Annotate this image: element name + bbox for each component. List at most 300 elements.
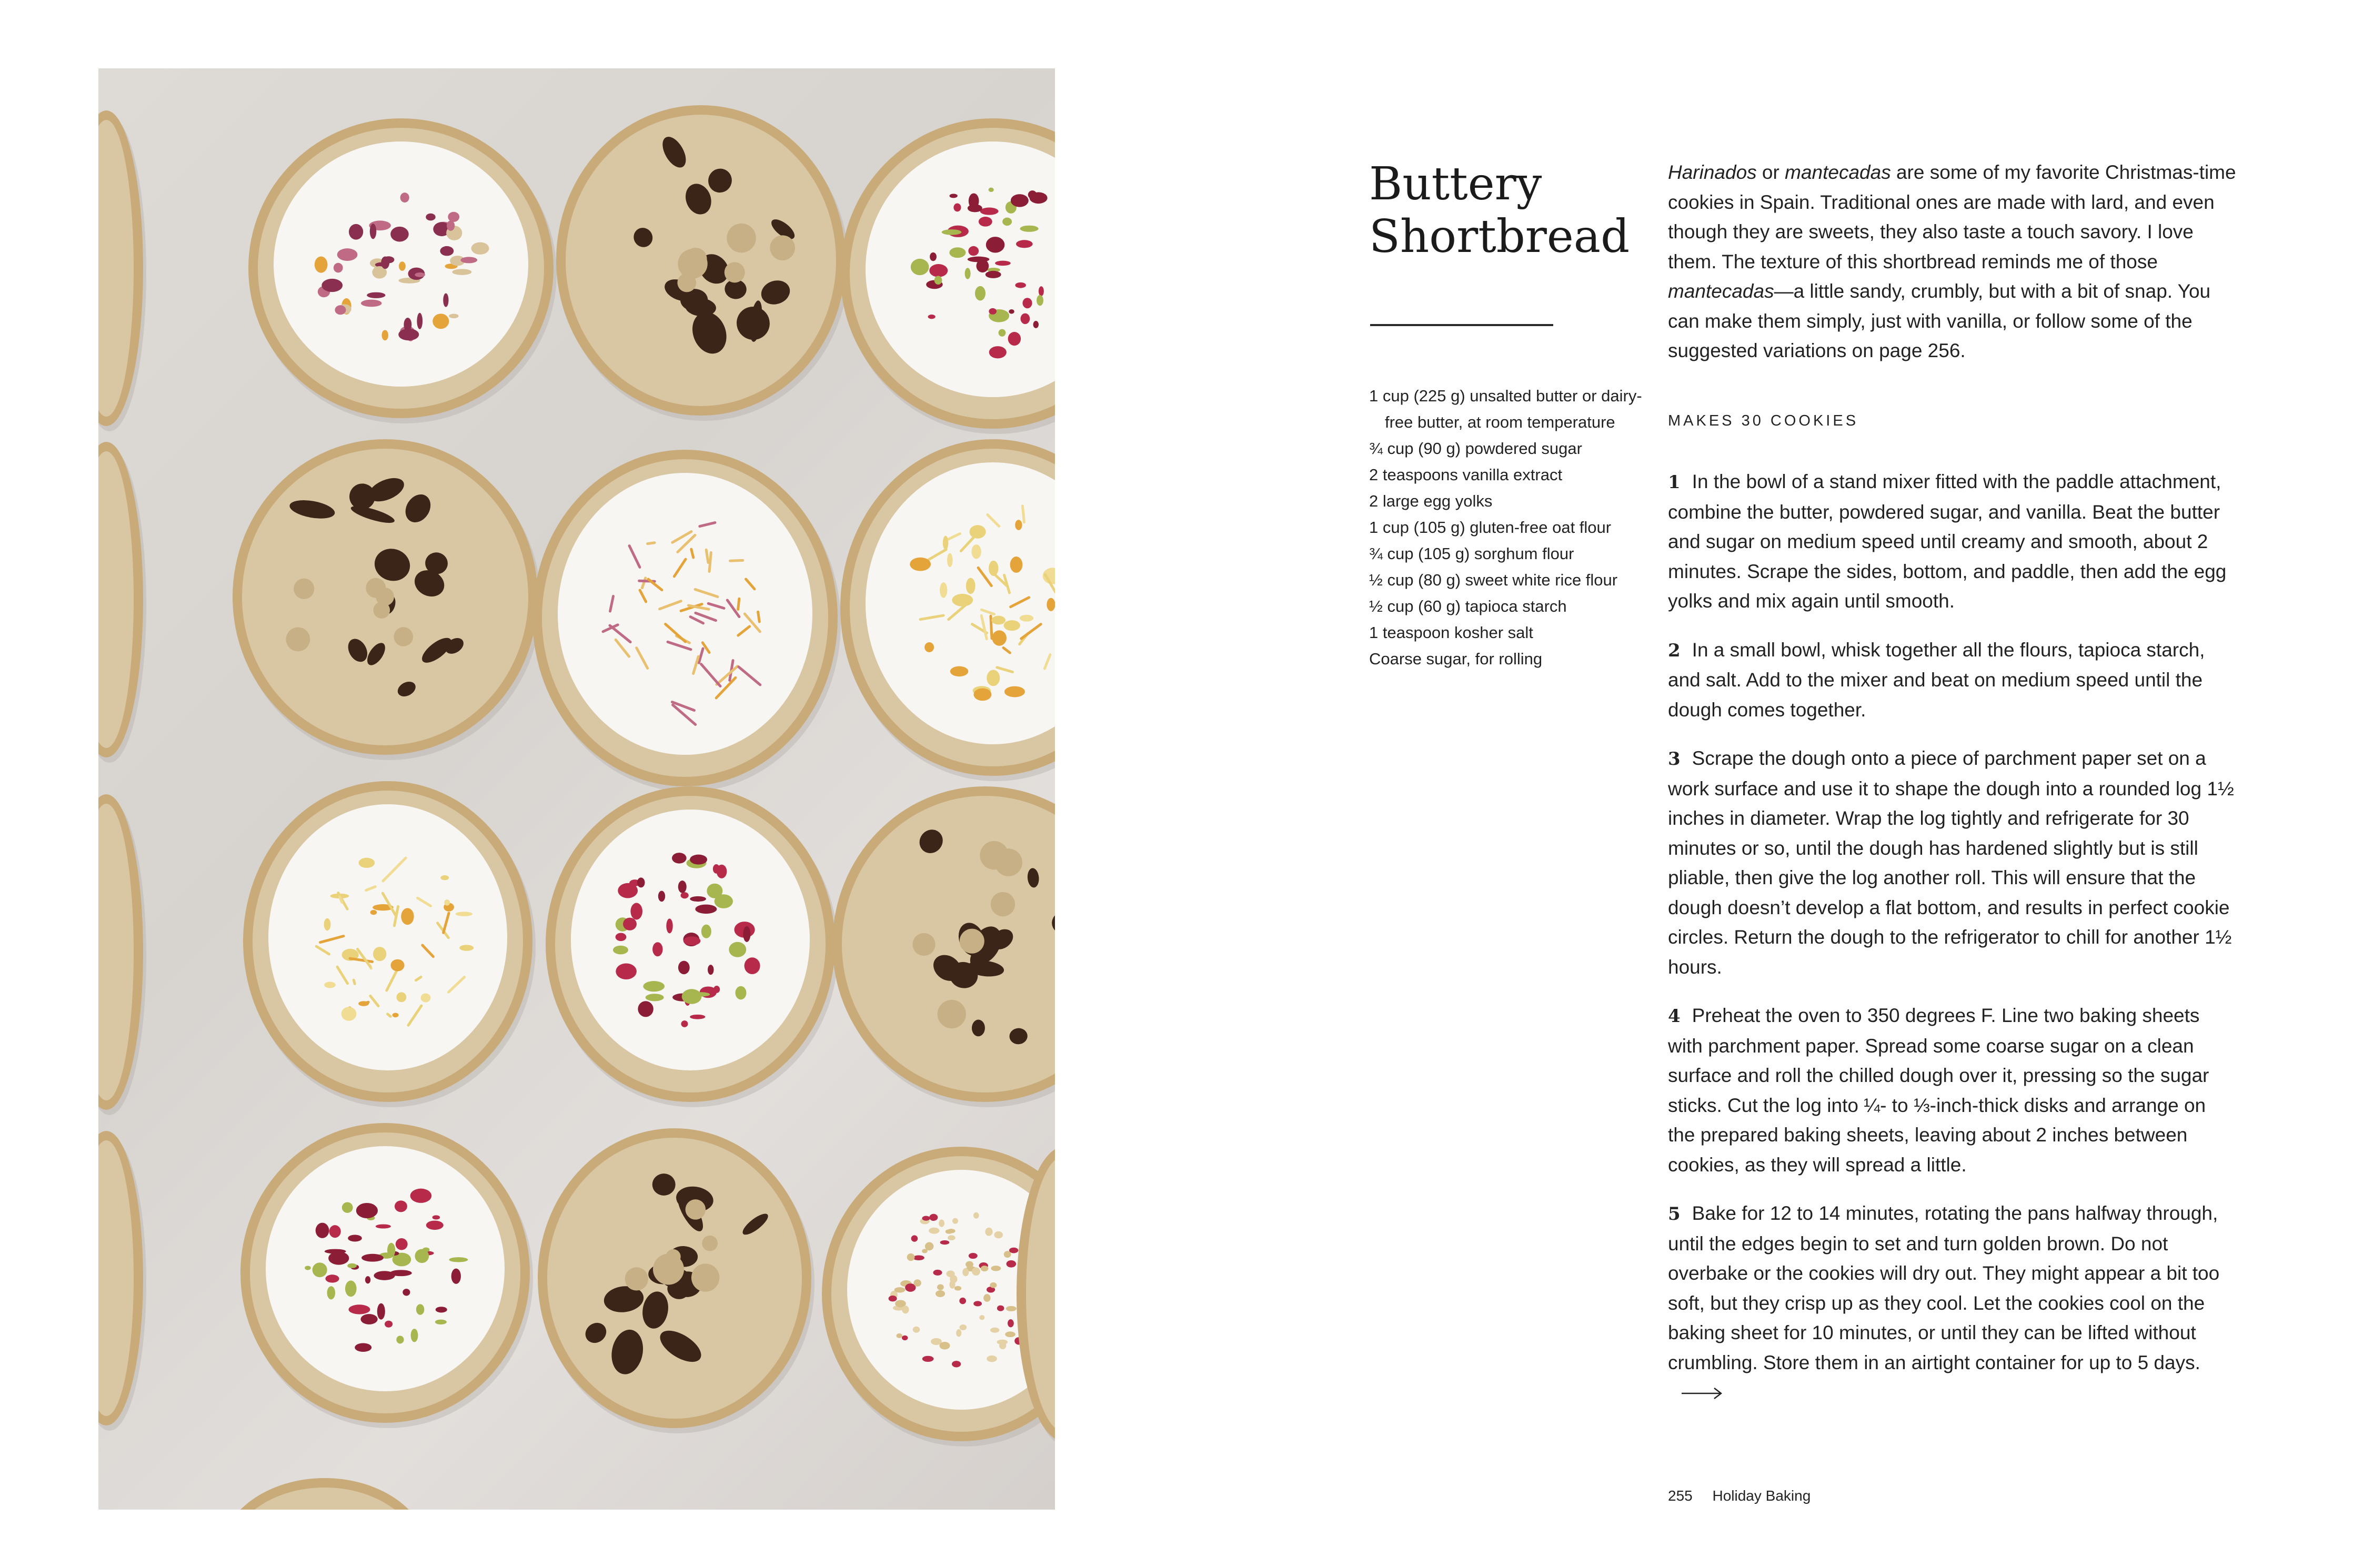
topping-fleck [347, 1263, 357, 1268]
topping-fleck [616, 963, 637, 979]
topping-fleck [390, 959, 404, 972]
ingredient-item: Coarse sugar, for rolling [1369, 650, 1543, 668]
topping-fleck [459, 945, 474, 950]
topping-fleck [435, 1320, 447, 1324]
cookie-icing [558, 473, 812, 755]
topping-fleck [618, 883, 638, 898]
topping-fleck [922, 1216, 930, 1220]
topping-fleck [690, 1015, 705, 1019]
topping-fleck [925, 1242, 933, 1251]
topping-fleck [646, 994, 664, 1001]
petal-strand [730, 560, 743, 561]
topping-fleck [735, 986, 746, 1000]
topping-fleck [701, 925, 711, 938]
topping-fleck [410, 1189, 432, 1203]
topping-fleck [658, 891, 665, 902]
topping-fleck [922, 1249, 928, 1253]
nut-piece [685, 248, 707, 270]
topping-fleck [990, 1328, 1000, 1333]
topping-fleck [695, 905, 717, 914]
section-name: Holiday Baking [1712, 1488, 1811, 1504]
nut-piece [294, 579, 314, 599]
topping-fleck [426, 214, 435, 221]
method-step [1668, 1001, 2236, 1180]
topping-fleck [423, 1248, 429, 1252]
cookie-photo-illustration [98, 68, 1055, 1510]
topping-fleck [1016, 240, 1033, 248]
topping-fleck [1015, 520, 1022, 530]
topping-fleck [1020, 615, 1033, 622]
topping-fleck [390, 227, 409, 242]
topping-fleck [930, 252, 937, 261]
topping-fleck [1047, 598, 1055, 611]
topping-fleck [929, 1228, 939, 1234]
topping-fleck [939, 1342, 950, 1350]
recipe-title [1369, 158, 1630, 263]
topping-fleck [981, 1266, 988, 1271]
topping-fleck [365, 1276, 370, 1283]
ingredient-item: 2 teaspoons vanilla extract [1369, 466, 1563, 484]
topping-fleck [433, 1215, 440, 1219]
step-number: 3 [1668, 748, 1681, 770]
topping-fleck [970, 525, 986, 539]
topping-fleck [315, 256, 328, 272]
topping-fleck [922, 1356, 934, 1362]
topping-fleck [937, 1284, 944, 1290]
topping-fleck [1022, 298, 1032, 308]
topping-fleck [991, 1266, 1001, 1271]
topping-fleck [393, 1013, 399, 1018]
topping-fleck [337, 248, 358, 261]
topping-fleck [1011, 194, 1029, 207]
topping-fleck [985, 1228, 992, 1236]
topping-fleck [1008, 332, 1021, 346]
topping-fleck [359, 858, 375, 868]
topping-fleck [953, 204, 961, 212]
topping-fleck [940, 1240, 950, 1245]
topping-fleck [991, 616, 1005, 625]
topping-fleck [451, 1269, 461, 1284]
topping-fleck [316, 1223, 329, 1238]
topping-fleck [395, 1200, 407, 1212]
topping-fleck [682, 989, 702, 1004]
topping-fleck [902, 1336, 908, 1340]
step-text: In the bowl of a stand mixer fitted with the paddle attachment, combine the butter, powdered sugar, and vanilla. Beat the butter and sugar on medium speed until creamy and smooth, about 2 minutes. Scrape the sides, bottom, and paddle, then add the egg yolks and mix again until smooth. [1668, 471, 2227, 612]
nut-piece [373, 602, 390, 619]
topping-fleck [361, 300, 382, 307]
topping-fleck [989, 561, 998, 576]
topping-fleck [444, 899, 450, 906]
topping-fleck [979, 217, 992, 227]
topping-fleck [972, 1268, 980, 1276]
topping-fleck [959, 1298, 966, 1304]
petal-strand [354, 980, 355, 984]
title-divider [1370, 324, 1553, 326]
nut-piece [770, 235, 795, 260]
topping-fleck [417, 313, 423, 329]
topping-fleck [986, 237, 1005, 252]
nut-piece [912, 933, 935, 956]
topping-fleck [949, 194, 957, 198]
nut-piece [366, 578, 386, 598]
topping-fleck [966, 1261, 973, 1268]
topping-fleck [1004, 1251, 1011, 1258]
recipe-intro [1668, 158, 2236, 366]
topping-fleck [387, 1243, 395, 1258]
topping-fleck [452, 269, 471, 275]
topping-fleck [946, 1270, 954, 1277]
step-number: 2 [1668, 640, 1681, 661]
topping-fleck [997, 1340, 1008, 1344]
topping-fleck [460, 257, 477, 263]
petal-strand [1022, 506, 1024, 522]
topping-fleck [933, 1270, 942, 1276]
topping-fleck [678, 881, 687, 893]
topping-fleck [390, 1270, 412, 1276]
topping-fleck [370, 224, 376, 239]
topping-fleck [997, 1306, 1004, 1311]
topping-fleck [399, 261, 406, 271]
continued-arrow-icon [1682, 1387, 1723, 1400]
topping-fleck [436, 1307, 447, 1312]
topping-fleck [954, 1286, 961, 1291]
topping-fleck [960, 1324, 967, 1330]
petal-strand [738, 599, 739, 609]
nut-piece [286, 628, 310, 652]
topping-fleck [1028, 190, 1037, 199]
topping-fleck [729, 942, 746, 957]
topping-fleck [415, 272, 425, 277]
topping-fleck [426, 1221, 444, 1230]
topping-fleck [325, 1274, 339, 1282]
topping-fleck [924, 642, 934, 652]
topping-fleck [979, 1315, 984, 1320]
topping-fleck [962, 1268, 969, 1277]
topping-fleck [416, 1304, 425, 1315]
topping-fleck [411, 1329, 418, 1342]
topping-fleck [449, 313, 458, 318]
topping-fleck [456, 912, 472, 916]
topping-fleck [999, 329, 1006, 337]
recipe-title-line-1: Buttery [1369, 158, 1542, 210]
topping-fleck [990, 1282, 997, 1288]
ingredient-item: 1 cup (105 g) gluten-free oat flour [1369, 518, 1612, 537]
topping-fleck [971, 544, 981, 559]
page-number: 255 [1668, 1488, 1693, 1504]
ingredient-list [1369, 383, 1643, 672]
topping-fleck [361, 1254, 384, 1262]
topping-fleck [367, 292, 385, 298]
topping-fleck [713, 864, 720, 874]
petal-strand [709, 552, 711, 571]
intro-run: or [1756, 161, 1785, 183]
topping-fleck [950, 666, 968, 676]
topping-fleck [911, 259, 929, 275]
intro-run: Harinados [1668, 161, 1757, 183]
topping-fleck [672, 853, 687, 863]
topping-fleck [396, 1238, 408, 1250]
topping-fleck [902, 1306, 909, 1313]
topping-fleck [994, 1231, 1003, 1238]
topping-fleck [986, 271, 1001, 278]
topping-fleck [373, 947, 386, 961]
topping-fleck [946, 1229, 953, 1234]
topping-fleck [939, 1219, 944, 1227]
topping-fleck [630, 903, 642, 919]
topping-fleck [334, 263, 343, 273]
topping-fleck [975, 286, 986, 301]
method-steps [1668, 467, 2236, 1427]
intro-run: mantecadas [1668, 280, 1774, 302]
topping-fleck [913, 1256, 924, 1260]
nut-piece [686, 1199, 706, 1220]
step-text: Preheat the oven to 350 degrees F. Line two baking sheets with parchment paper. Spread some coarse sugar on a clean surface and roll the chilled dough over it, pressing so the sugar sticks. Cut the log into ¼- to ⅓-inch-thick disks and arrange on the prepared baking sheets, leaving about 2 inches between cookies, as they will spread a little. [1668, 1005, 2209, 1176]
ingredient-item: ¾ cup (105 g) sorghum flour [1369, 544, 1574, 563]
topping-fleck [952, 594, 973, 606]
topping-fleck [708, 965, 714, 975]
nut-piece [394, 627, 413, 646]
step-number: 5 [1668, 1203, 1681, 1225]
topping-fleck [449, 1257, 468, 1262]
topping-fleck [401, 908, 414, 925]
topping-fleck [613, 946, 628, 955]
method-step [1668, 744, 2236, 982]
topping-fleck [934, 276, 942, 285]
topping-fleck [1021, 313, 1030, 325]
step-text: Bake for 12 to 14 minutes, rotating the pans halfway through, until the edges begin to set and turn golden brown. Do not overbake or the cookies will dry out. They might appear a bit too soft, but they crisp up as they cool. Let the cookies cool on the baking sheet for 10 minutes, or until they can be lifted without crumbling. Store them in an airtight container for up to 5 days. [1668, 1202, 2220, 1373]
topping-fleck [949, 1280, 955, 1289]
topping-fleck [637, 877, 645, 887]
ingredient-item: 1 teaspoon kosher salt [1369, 623, 1533, 642]
topping-fleck [980, 208, 999, 215]
step-number: 1 [1668, 472, 1681, 493]
method-step [1668, 1199, 2236, 1408]
topping-fleck [942, 229, 962, 235]
nut-piece [725, 262, 745, 282]
step-text: In a small bowl, whisk together all the flours, tapioca starch, and salt. Add to the mixer and beat on medium speed until the dough comes together. [1668, 639, 2205, 721]
cookie-icing [266, 1146, 505, 1391]
nut-piece [666, 1249, 680, 1264]
topping-fleck [652, 942, 662, 956]
topping-fleck [335, 305, 346, 315]
topping-fleck [681, 892, 689, 898]
topping-fleck [360, 1314, 377, 1324]
topping-fleck [913, 1279, 921, 1287]
topping-fleck [329, 1225, 341, 1238]
topping-fleck [433, 313, 449, 329]
petal-strand [758, 612, 760, 622]
topping-fleck [1006, 1306, 1017, 1311]
topping-fleck [968, 257, 990, 262]
topping-fleck [956, 1329, 961, 1337]
topping-fleck [447, 220, 455, 231]
topping-fleck [987, 1355, 997, 1362]
topping-fleck [973, 689, 991, 701]
topping-fleck [381, 256, 389, 269]
topping-fleck [305, 1266, 311, 1270]
topping-fleck [376, 1224, 391, 1228]
topping-fleck [965, 268, 971, 279]
step-number: 4 [1668, 1006, 1681, 1027]
topping-fleck [313, 1262, 327, 1277]
topping-fleck [377, 1303, 385, 1320]
topping-fleck [743, 926, 750, 942]
topping-fleck [327, 1286, 336, 1299]
topping-fleck [1020, 226, 1038, 232]
topping-fleck [448, 212, 459, 222]
topping-fleck [643, 981, 665, 992]
topping-fleck [911, 1235, 918, 1241]
topping-fleck [995, 261, 1011, 266]
topping-fleck [948, 1235, 956, 1240]
topping-fleck [947, 553, 953, 568]
topping-fleck [370, 910, 377, 915]
topping-fleck [325, 1249, 346, 1254]
topping-fleck [666, 918, 672, 933]
page-footer [1668, 1488, 1811, 1504]
intro-run: mantecadas [1785, 161, 1891, 183]
topping-fleck [983, 1294, 990, 1302]
topping-fleck [969, 1253, 978, 1259]
topping-fleck [681, 1020, 688, 1027]
topping-fleck [1039, 286, 1044, 296]
petal-strand [366, 1002, 368, 1003]
topping-fleck [398, 329, 419, 340]
topping-fleck [616, 933, 627, 942]
petal-strand [388, 1014, 391, 1017]
ingredient-item: ½ cup (60 g) tapioca starch [1369, 597, 1567, 615]
topping-fleck [929, 264, 948, 277]
topping-fleck [440, 875, 449, 880]
topping-fleck [342, 1202, 353, 1212]
topping-fleck [355, 1343, 371, 1352]
topping-fleck [992, 630, 1007, 645]
petal-strand [648, 543, 655, 544]
topping-fleck [321, 279, 343, 292]
topping-fleck [678, 961, 690, 975]
topping-fleck [929, 1214, 938, 1221]
topping-fleck [1004, 620, 1020, 631]
topping-fleck [952, 1218, 958, 1224]
recipe-title-line-2: Shortbread [1369, 210, 1630, 263]
topping-fleck [443, 294, 448, 307]
topping-fleck [471, 242, 489, 255]
ingredient-item: ½ cup (80 g) sweet white rice flour [1369, 571, 1618, 589]
topping-fleck [348, 1304, 370, 1314]
topping-fleck [943, 536, 949, 550]
topping-fleck [745, 957, 760, 974]
topping-fleck [966, 578, 976, 594]
method-step [1668, 635, 2236, 725]
topping-fleck [1015, 282, 1026, 288]
topping-fleck [638, 1001, 653, 1017]
topping-fleck [936, 1290, 945, 1297]
topping-fleck [713, 986, 720, 993]
topping-fleck [1008, 1319, 1014, 1327]
topping-fleck [324, 982, 336, 988]
topping-fleck [440, 246, 454, 256]
topping-fleck [400, 193, 409, 203]
topping-fleck [907, 1253, 915, 1261]
topping-fleck [1002, 218, 1012, 226]
cookie-photo [98, 68, 1055, 1510]
nut-piece [625, 1267, 648, 1290]
topping-fleck [949, 247, 966, 258]
recipe-yield: MAKES 30 COOKIES [1668, 412, 1859, 429]
topping-fleck [973, 1212, 979, 1219]
nut-piece [960, 929, 984, 954]
topping-fleck [1010, 557, 1023, 573]
topping-fleck [707, 884, 722, 898]
topping-fleck [382, 330, 388, 340]
topping-fleck [345, 1280, 357, 1297]
topping-fleck [968, 246, 979, 256]
topping-fleck [683, 936, 701, 945]
topping-fleck [1009, 1248, 1018, 1253]
topping-fleck [1033, 321, 1039, 328]
topping-fleck [623, 918, 637, 930]
nut-piece [938, 1000, 966, 1028]
ingredient-item: 1 cup (225 g) unsalted butter or dairy-free butter, at room temperature [1369, 387, 1642, 431]
topping-fleck [987, 670, 1000, 686]
topping-fleck [894, 1287, 906, 1292]
topping-fleck [928, 315, 936, 319]
intro-run: —a little sandy, crumbly, but with a bit of snap. You can make them simply, just with vanilla, or follow some of the suggested variations on page 256. [1668, 280, 2211, 361]
nut-piece [677, 274, 696, 292]
topping-fleck [989, 346, 1007, 358]
nut-piece [727, 224, 756, 253]
topping-fleck [396, 992, 406, 1002]
topping-fleck [968, 204, 982, 212]
topping-fleck [349, 224, 363, 240]
topping-fleck [989, 308, 997, 315]
topping-fleck [690, 896, 706, 902]
topping-fleck [1007, 1260, 1017, 1268]
topping-fleck [1005, 1331, 1015, 1337]
topping-fleck [910, 558, 931, 571]
topping-fleck [690, 855, 707, 865]
topping-fleck [348, 1235, 362, 1242]
topping-fleck [989, 188, 994, 192]
topping-fleck [356, 1203, 378, 1218]
topping-fleck [1037, 295, 1043, 306]
topping-fleck [385, 1321, 393, 1328]
intro-run: are some of my favorite Christmas-time cookies in Spain. Traditional ones are made with lard, and even though they are sweets, they also taste a touch savory. I love them. The texture of this shortbread reminds me of those [1668, 161, 2236, 272]
topping-fleck [1009, 309, 1014, 314]
topping-fleck [396, 1336, 404, 1343]
step-text: Scrape the dough onto a piece of parchment paper set on a work surface and use it to shape the dough into a rounded log 1½ inches in diameter. Wrap the log tightly and refrigerate for 30 minutes or so, until the dough has hardened slightly but is still pliable, then give the log another roll. This will ensure that the dough doesn’t develop a flat bottom, and results in perfect cookie circles. Return the dough to the refrigerator to chill for another 1½ hours. [1668, 747, 2234, 978]
topping-fleck [324, 918, 331, 930]
topping-fleck [403, 1289, 410, 1296]
ingredient-item: ¾ cup (90 g) powdered sugar [1369, 439, 1582, 458]
topping-fleck [913, 1327, 920, 1333]
nut-piece [994, 848, 1022, 876]
topping-fleck [1004, 686, 1025, 697]
nut-piece [991, 892, 1015, 916]
nut-piece [702, 1236, 718, 1251]
ingredient-item: 2 large egg yolks [1369, 492, 1493, 510]
topping-fleck [952, 1361, 961, 1367]
topping-fleck [341, 1007, 357, 1021]
topping-fleck [896, 1333, 902, 1338]
topping-fleck [940, 582, 947, 598]
topping-fleck [421, 993, 431, 1002]
cookie-icing [268, 804, 507, 1070]
nut-piece [691, 1263, 719, 1291]
method-step [1668, 467, 2236, 616]
topping-fleck [973, 1301, 982, 1306]
topping-fleck [889, 1296, 897, 1301]
